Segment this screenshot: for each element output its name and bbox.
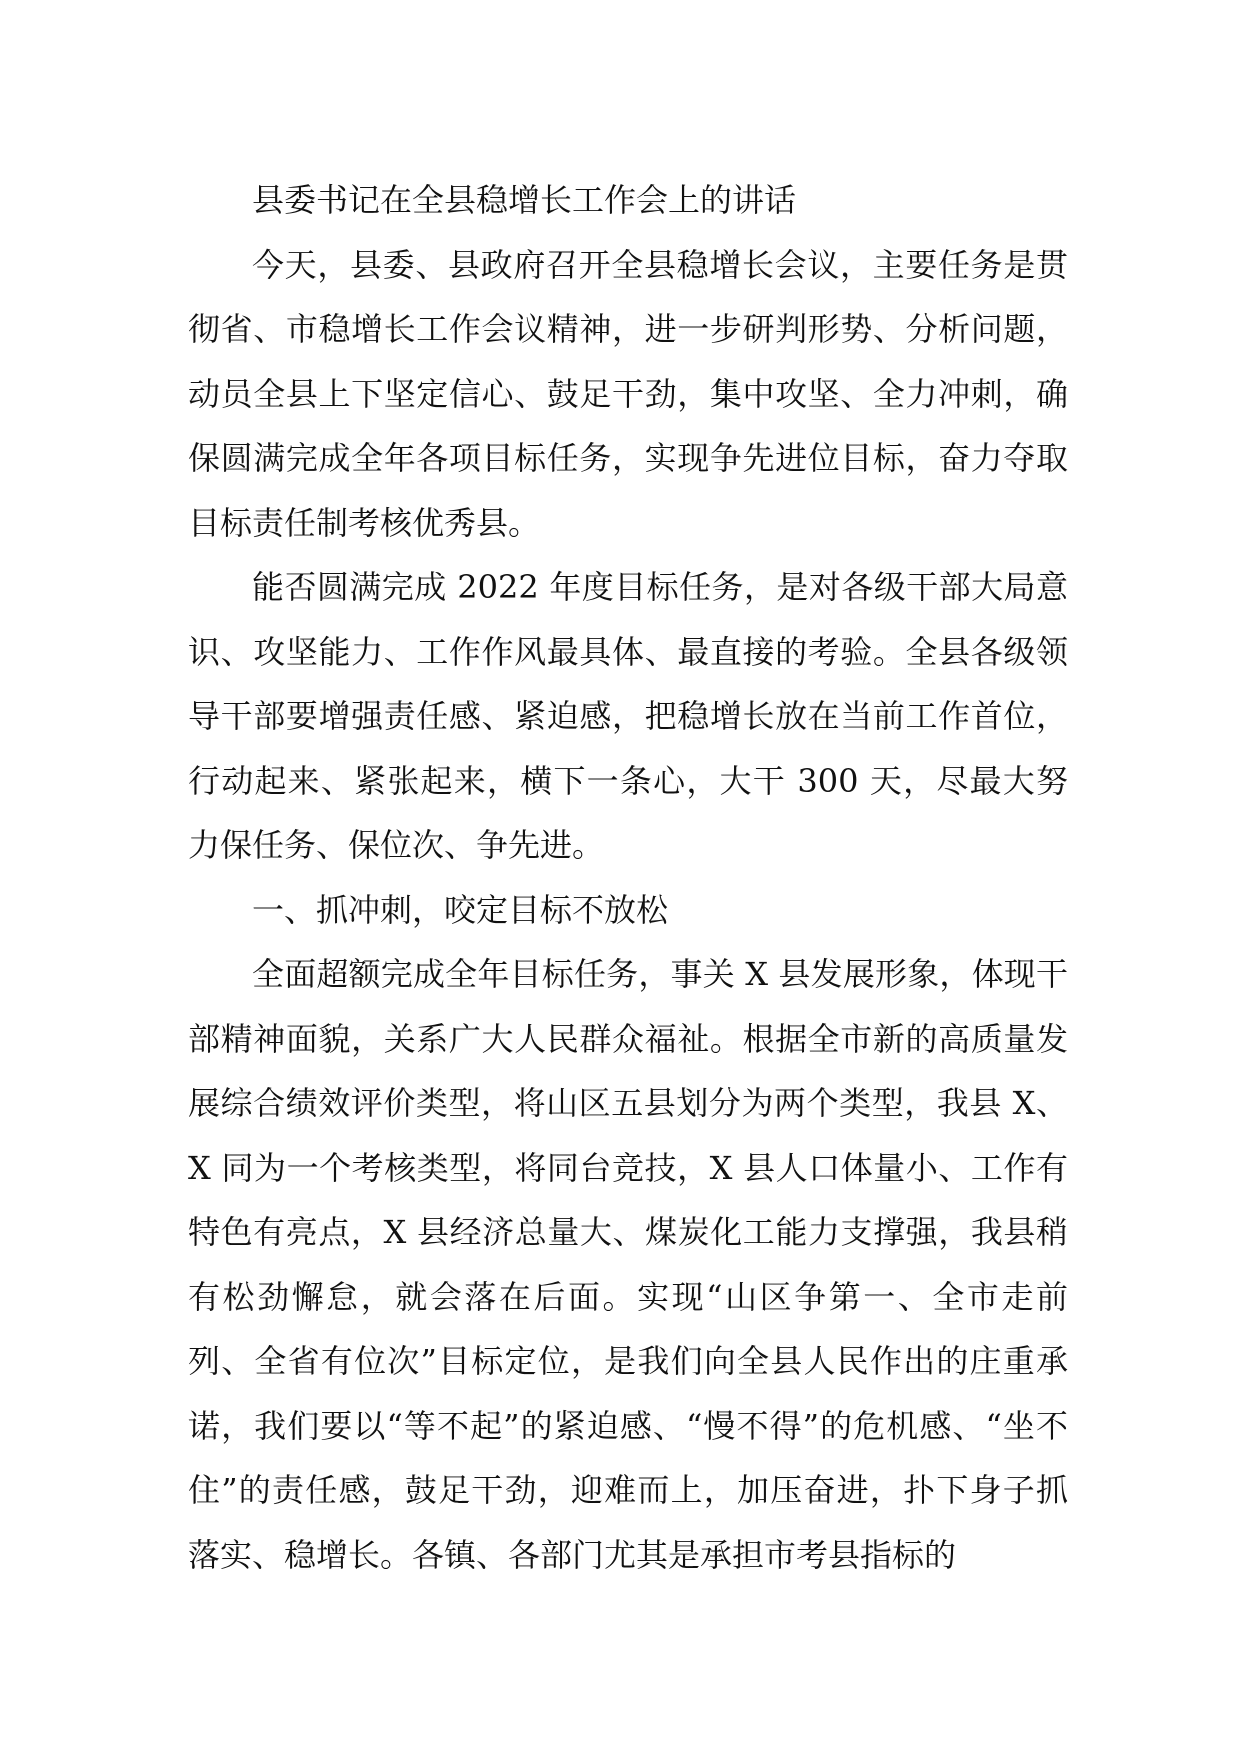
paragraph-section-1: 全面超额完成全年目标任务，事关 X 县发展形象，体现干部精神面貌，关系广大人民群众福祉。根据全市新的高质量发展综合绩效评价类型，将山区五县划分为两个类型，我县 X、X 同为一个考核类型，将同台竞技，X 县人口体量小、工作有特色有亮点，X 县经济总量大、煤炭化工能力支撑强，我县稍有松劲懈怠，就会落在后面。实现“山区争第一、全市走前列、全省有位次”目标定位，是我们向全县人民作出的庄重承诺，我们要以“等不起”的紧迫感、“慢不得”的危机感、“坐不住”的责任感，鼓足干劲，迎难而上，加压奋进，扑下身子抓落实、稳增长。各镇、各部门尤其是承担市考县指标的 xyxy=(188,955,1068,1574)
document-body xyxy=(188,168,1068,1587)
paragraph-2022-targets: 能否圆满完成 2022 年度目标任务，是对各级干部大局意识、攻坚能力、工作作风最具体、最直接的考验。全县各级领导干部要增强责任感、紧迫感，把稳增长放在当前工作首位，行动起来、紧张起来，横下一条心，大干 300 天，尽最大努力保任务、保位次、争先进。 xyxy=(188,568,1068,864)
paragraph-opening: 今天，县委、县政府召开全县稳增长会议，主要任务是贯彻省、市稳增长工作会议精神，进一步研判形势、分析问题，动员全县上下坚定信心、鼓足干劲，集中攻坚、全力冲刺，确保圆满完成全年各项目标任务，实现争先进位目标，奋力夺取目标责任制考核优秀县。 xyxy=(188,245,1068,542)
section-heading-1: 一、抓冲刺，咬定目标不放松 xyxy=(252,890,669,929)
document-title: 县委书记在全县稳增长工作会上的讲话 xyxy=(252,181,797,219)
